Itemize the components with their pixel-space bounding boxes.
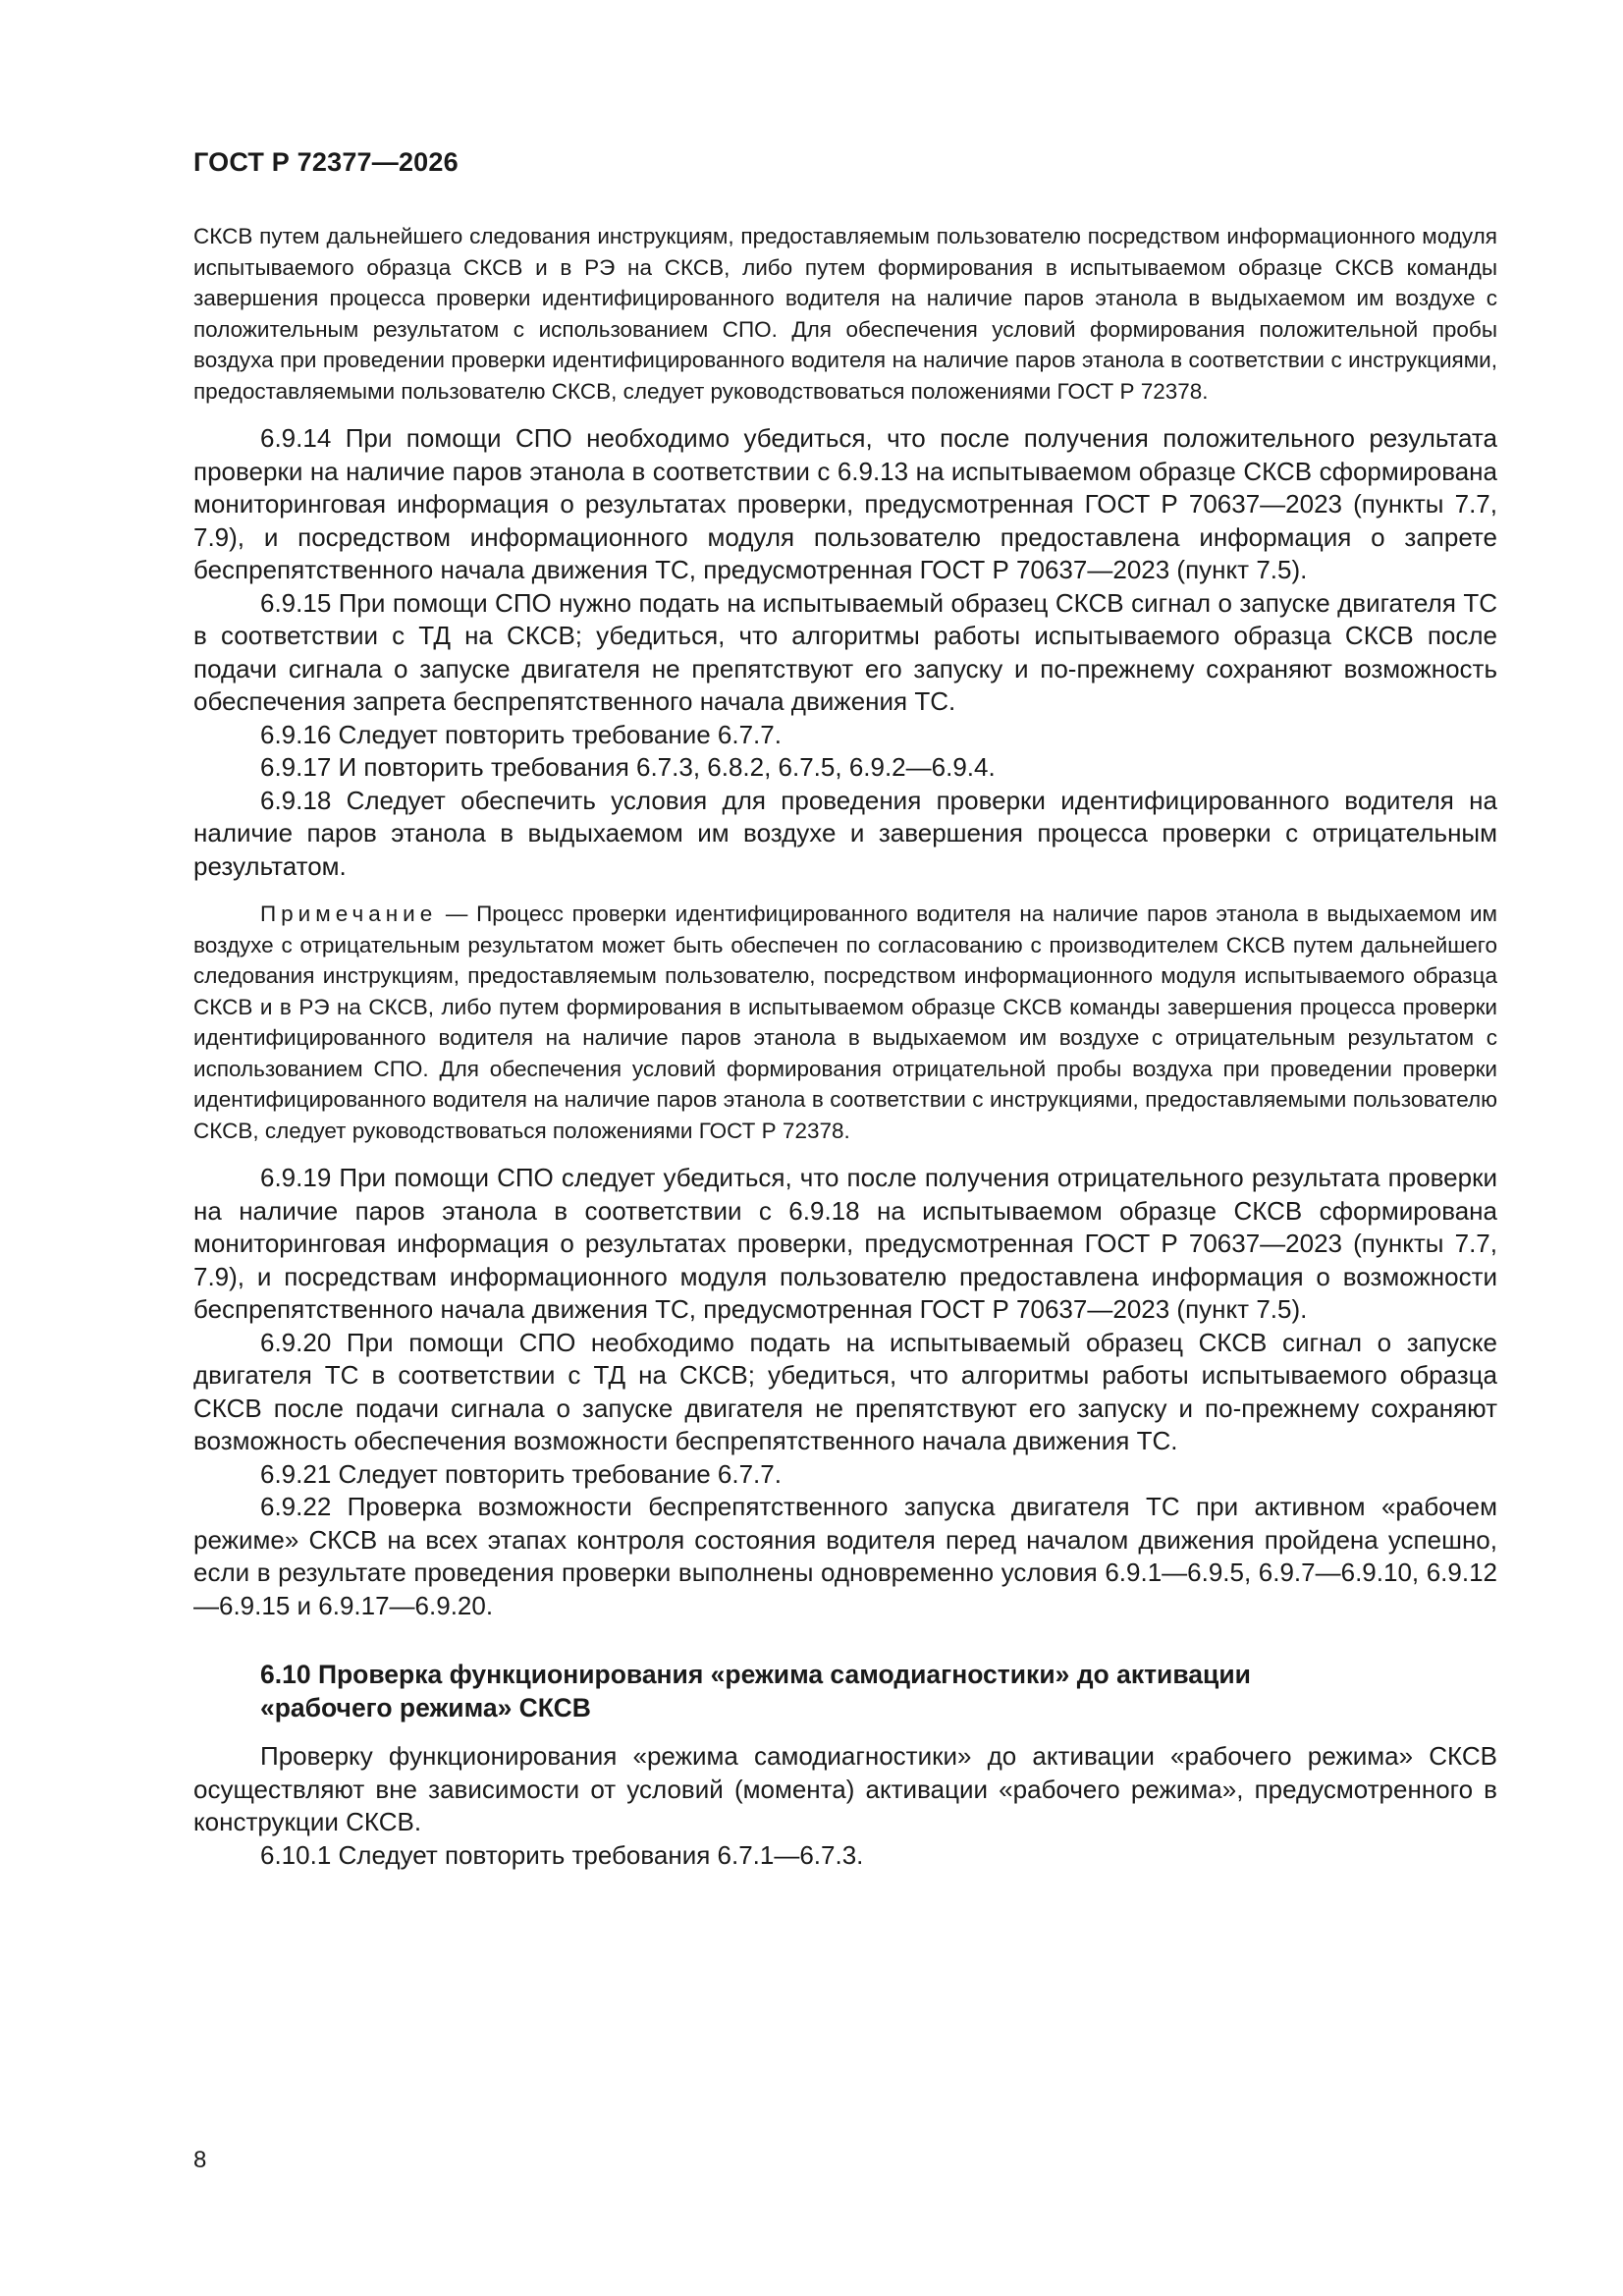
section-title-6-10	[260, 1658, 1497, 1724]
document-page	[193, 147, 1497, 1872]
paragraph-6-9-20: 6.9.20 При помощи СПО необходимо подать на испытываемый образец СКСВ сигнал о запуске двигателя ТС в соответствии с ТД на СКСВ; убедиться, что алгоритмы работы испытываемого образца СКСВ после подачи сигнала о запуске двигателя не препятствуют его запуску и по-прежнему сохраняют возможность обеспечения возможности беспрепятственного начала движения ТС.	[193, 1327, 1497, 1455]
paragraph-6-9-19: 6.9.19 При помощи СПО следует убедиться, что после получения отрицательного результата проверки на наличие паров этанола в соответствии с 6.9.18 на испытываемом образце СКСВ сформирована мониторинговая информация о результатах проверки, предусмотренная ГОСТ Р 70637—2023 (пункты 7.7, 7.9), и посредствам информационного модуля пользователю предоставлена информация о возможности беспрепятственного начала движения ТС, предусмотренная ГОСТ Р 70637—2023 (пункт 7.5).	[193, 1163, 1497, 1324]
paragraph-6-9-18: 6.9.18 Следует обеспечить условия для проведения проверки идентифицированного водителя на наличие паров этанола в выдыхаемом им воздухе и завершения процесса проверки с отрицательным результатом.	[193, 785, 1497, 881]
paragraph-6-10-1: 6.10.1 Следует повторить требования 6.7.1—6.7.3.	[260, 1839, 864, 1870]
paragraph-6-9-17: 6.9.17 И повторить требования 6.7.3, 6.8.2, 6.7.5, 6.9.2—6.9.4.	[260, 752, 996, 782]
paragraph-6-9-15: 6.9.15 При помощи СПО нужно подать на испытываемый образец СКСВ сигнал о запуске двигателя ТС в соответствии с ТД на СКСВ; убедиться, что алгоритмы работы испытываемого образца СКСВ после подачи сигнала о запуске двигателя не препятствуют его запуску и по-прежнему сохраняют возможность обеспечения запрета беспрепятственного начала движения ТС.	[193, 587, 1497, 716]
note-continuation: СКСВ путем дальнейшего следования инструкциям, предоставляемым пользователю посредством информационного модуля испытываемого образца СКСВ и в РЭ на СКСВ, либо путем формирования в испытываемом образце СКСВ команды завершения процесса проверки идентифицированного водителя на наличие паров этанола в выдыхаемом им воздухе с положительным результатом с использованием СПО. Для обеспечения условий формирования положительной пробы воздуха при проведении проверки идентифицированного водителя на наличие паров этанола в соответствии с инструкциями, предоставляемыми пользователю СКСВ, следует руководствоваться положениями ГОСТ Р 72378.	[193, 224, 1497, 404]
document-header: ГОСТ Р 72377—2026	[193, 147, 459, 177]
note-label: Примечание	[260, 902, 438, 926]
paragraph-6-9-14: 6.9.14 При помощи СПО необходимо убедиться, что после получения положительного результата проверки на наличие паров этанола в соответствии с 6.9.13 на испытываемом образце СКСВ сформирована мониторинговая информация о результатах проверки, предусмотренная ГОСТ Р 70637—2023 (пункты 7.7, 7.9), и посредством информационного модуля пользователю предоставлена информация о запрете беспрепятственного начала движения ТС, предусмотренная ГОСТ Р 70637—2023 (пункт 7.5).	[193, 423, 1497, 584]
page-number: 8	[193, 2147, 207, 2173]
section-title-line-1: 6.10 Проверка функционирования «режима самодиагностики» до активации	[260, 1660, 1251, 1689]
section-title-line-2: «рабочего режима» СКСВ	[260, 1693, 591, 1722]
note	[193, 899, 1497, 1146]
paragraph-6-9-16: 6.9.16 Следует повторить требование 6.7.7.	[260, 719, 782, 749]
note-text: — Процесс проверки идентифицированного водителя на наличие паров этанола в выдыхаемом им воздухе с отрицательным результатом может быть обеспечен по согласованию с производителем СКСВ путем дальнейшего следования инструкциям, предоставляемым пользователю, посредством информационного модуля испытываемого образца СКСВ и в РЭ на СКСВ, либо путем формирования в испытываемом образце СКСВ команды завершения процесса проверки идентифицированного водителя на наличие паров этанола в выдыхаемом им воздухе с отрицательным результатом с использованием СПО. Для обеспечения условий формирования отрицательной пробы воздуха при проведении проверки идентифицированного водителя на наличие паров этанола в соответствии с инструкциями, предоставляемыми пользователю СКСВ, следует руководствоваться положениями ГОСТ Р 72378.	[193, 902, 1497, 1143]
paragraph-6-9-21: 6.9.21 Следует повторить требование 6.7.7.	[260, 1458, 782, 1489]
paragraph-6-9-22: 6.9.22 Проверка возможности беспрепятственного запуска двигателя ТС при активном «рабочем режиме» СКСВ на всех этапах контроля состояния водителя перед началом движения пройдена успешно, если в результате проведения проверки выполнены одновременно условия 6.9.1—6.9.5, 6.9.7—6.9.10, 6.9.12—6.9.15 и 6.9.17—6.9.20.	[193, 1492, 1497, 1620]
section-6-10-intro: Проверку функционирования «режима самодиагностики» до активации «рабочего режима» СКСВ осуществляют вне зависимости от условий (момента) активации «рабочего режима», предусмотренного в конструкции СКСВ.	[193, 1741, 1497, 1836]
